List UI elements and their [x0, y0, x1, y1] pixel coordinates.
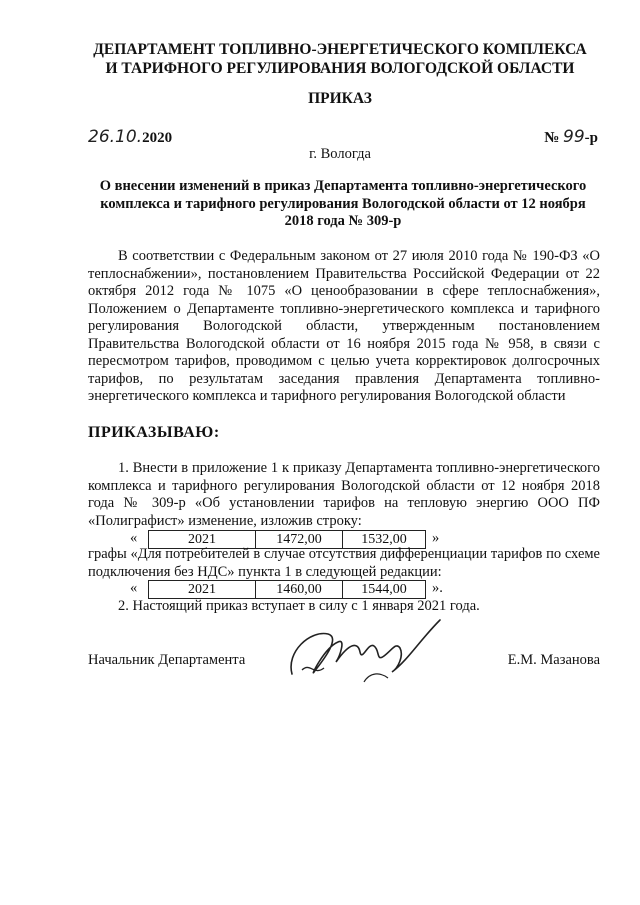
- old-value1-cell: 1472,00: [256, 531, 343, 548]
- number-suffix: -р: [584, 130, 598, 146]
- order-subject: О внесении изменений в приказ Департамента топливно-энергетического комплекса и тарифного регулирования Вологодской области от 12 ноября 2018 года № 309-р: [99, 178, 587, 229]
- new-value2-cell: 1544,00: [361, 582, 407, 597]
- order-number: [544, 127, 598, 147]
- signatory-role: Начальник Департамента: [88, 652, 246, 668]
- order-date: [88, 127, 172, 147]
- handwritten-number: 99: [563, 127, 585, 147]
- new-tariff-table: [148, 580, 426, 599]
- new-value1-cell: 1460,00: [256, 581, 343, 598]
- preamble-paragraph: В соответствии с Федеральным законом от 27 июля 2010 года № 190-ФЗ «О теплоснабжении», постановлением Правительства Российской Федерации от 22 октября 2012 года № 1075 «О ценообразовании в сфере теплоснабжения», Положением о Департаменте топливно-энергетического комплекса и тарифного регулирования Вологодской области, утвержденным постановлением Правительства Вологодской области от 16 ноября 2015 года № 958, в связи с пересмотром тарифов, проводимом с целью учета корректировок долгосрочных тарифов, по результатам заседания правления Департамента топливно-энергетического комплекса и тарифного регулирования Вологодской области: [88, 248, 600, 404]
- graph-description: графы «Для потребителей в случае отсутствия дифференциации тарифов по схеме подключения без НДС» пункта 1 в следующей редакции:: [88, 546, 600, 580]
- order-year: 2020: [142, 130, 173, 146]
- open-quote: «: [130, 580, 138, 596]
- handwritten-date: 26.10.: [88, 127, 143, 147]
- open-quote: «: [130, 530, 138, 546]
- signatory-name: Е.М. Мазанова: [507, 652, 600, 668]
- number-sign: №: [544, 130, 560, 146]
- city-name: г. Вологда: [309, 146, 371, 162]
- item-1-paragraph: 1. Внести в приложение 1 к приказу Департамента топливно-энергетического комплекса и тарифного регулирования Вологодской области от 12 ноября 2018 года № 309-р «Об установлении тарифов на тепловую энергию ООО ПФ «Полиграфист» изменение, изложив строку:: [88, 460, 600, 529]
- close-quote: »: [432, 530, 440, 546]
- old-value2-cell: 1532,00: [361, 532, 407, 547]
- document-header: [80, 40, 600, 78]
- handwritten-signature: [280, 612, 450, 692]
- new-year-cell: 2021: [149, 581, 256, 598]
- prikazyvayu-heading: ПРИКАЗЫВАЮ:: [88, 424, 220, 441]
- old-year-cell: 2021: [149, 531, 256, 548]
- close-quote: ».: [432, 580, 443, 596]
- department-name-line1: ДЕПАРТАМЕНТ ТОПЛИВНО-ЭНЕРГЕТИЧЕСКОГО КОМПЛЕКСА: [93, 41, 587, 58]
- item-2-paragraph: 2. Настоящий приказ вступает в силу с 1 января 2021 года.: [118, 598, 480, 614]
- department-name-line2: И ТАРИФНОГО РЕГУЛИРОВАНИЯ ВОЛОГОДСКОЙ ОБЛАСТИ: [105, 60, 575, 77]
- document-type-title: ПРИКАЗ: [308, 90, 372, 107]
